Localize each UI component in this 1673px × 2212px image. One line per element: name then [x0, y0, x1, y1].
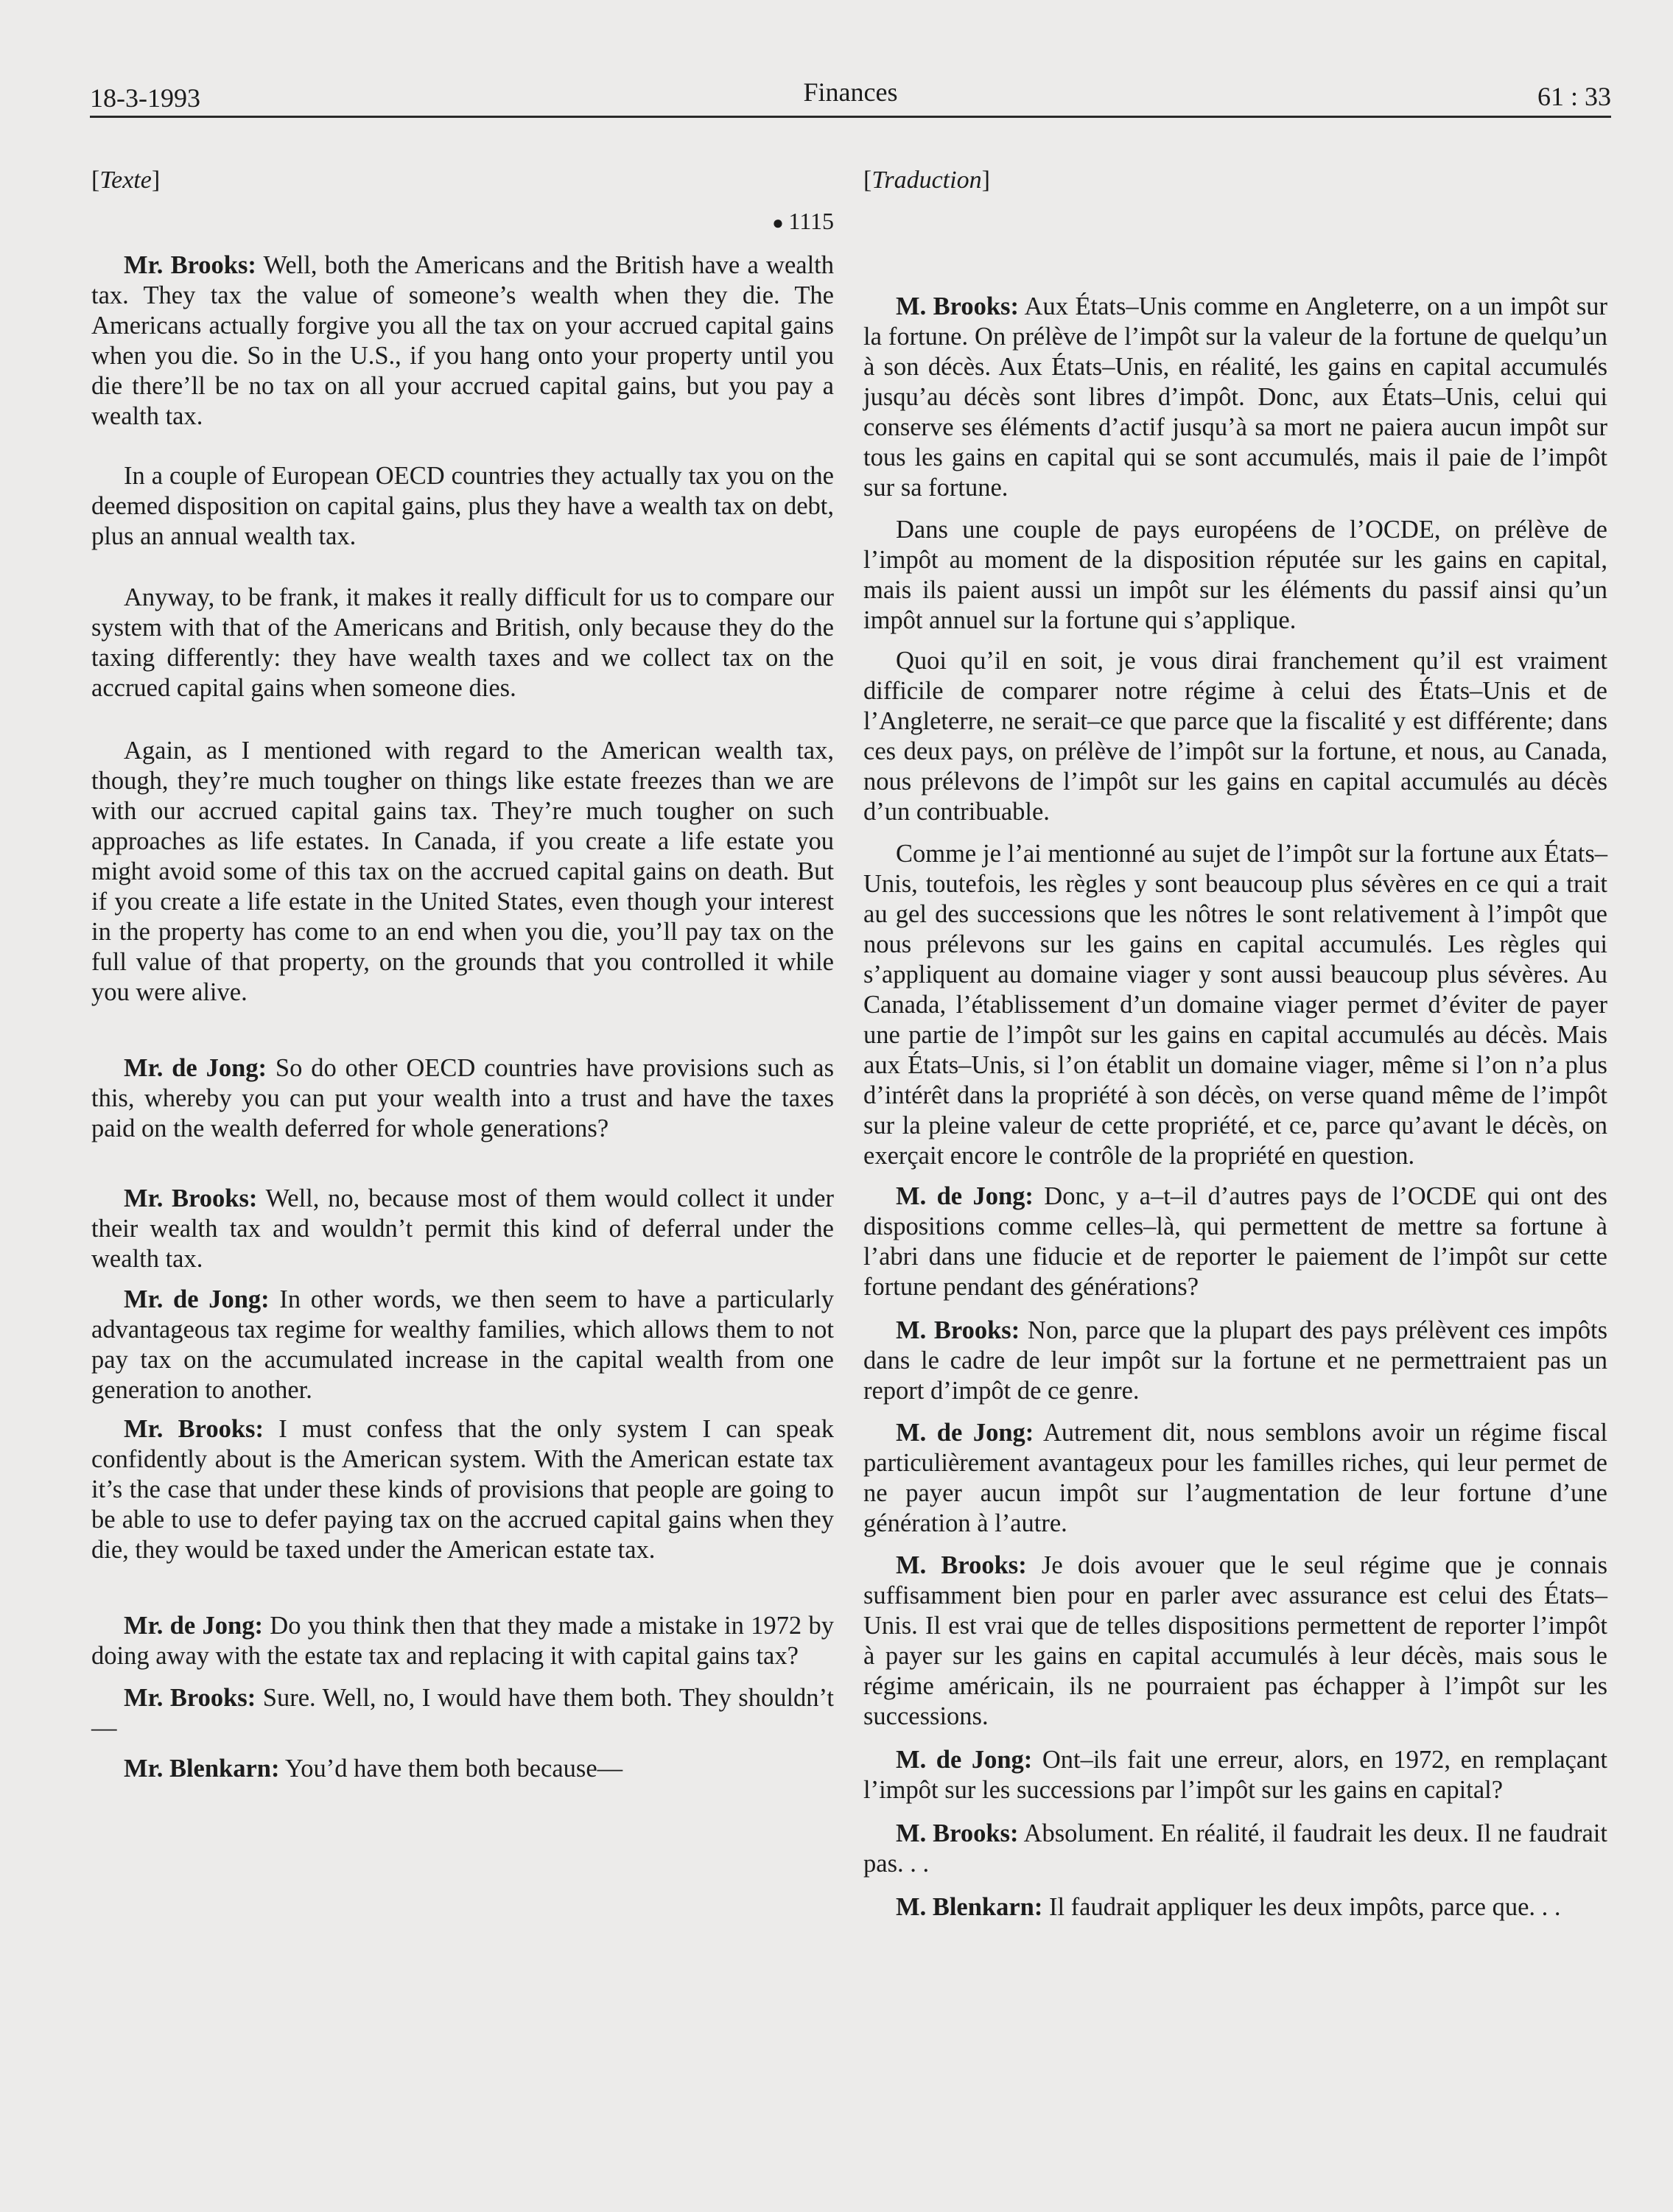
- column-tag-texte: [Texte]: [91, 166, 161, 194]
- paragraph: M. Brooks: Aux États–Unis comme en Angleterre, on a un impôt sur la fortune. On prélève de l’impôt sur la valeur de la fortune de quelqu’un à son décès. Aux États–Unis, en réalité, les gains en capital accumulés jusqu’au décès sont libres d’impôt. Donc, aux États–Unis, celui qui conserve ses éléments d’actif jusqu’à sa mort ne paiera aucun impôt sur tous les gains en capital qui se sont accumulés, mais il paie de l’impôt sur sa fortune.: [863, 292, 1607, 502]
- paragraph: M. de Jong: Donc, y a–t–il d’autres pays de l’OCDE qui ont des dispositions comme celles–là, qui permettent de mettre sa fortune à l’abri dans une fiducie et de reporter le paiement de l’impôt sur cette fortune pendant des générations?: [863, 1182, 1607, 1301]
- header-title: Finances: [803, 77, 898, 107]
- paragraph: M. Brooks: Absolument. En réalité, il faudrait les deux. Il ne faudrait pas. . .: [863, 1819, 1607, 1878]
- time-marker: ● 1115: [772, 208, 834, 234]
- page-header: [90, 74, 1611, 115]
- right-column-french: [863, 166, 1607, 1923]
- paragraph: M. de Jong: Ont–ils fait une erreur, alors, en 1972, en remplaçant l’impôt sur les successions par l’impôt sur les gains en capital?: [863, 1746, 1608, 1804]
- paragraph: Mr. Blenkarn: You’d have them both because—: [124, 1755, 623, 1783]
- paragraph: In a couple of European OECD countries they actually tax you on the deemed disposition on capital gains, plus they have a wealth tax on debt, plus an annual wealth tax.: [91, 462, 834, 550]
- paragraph: M. Brooks: Non, parce que la plupart des pays prélèvent ces impôts dans le cadre de leur impôt sur la fortune et ne permettraient pas un report d’impôt de ce genre.: [863, 1316, 1607, 1405]
- paragraph: Mr. de Jong: So do other OECD countries have provisions such as this, whereby you can put your wealth into a trust and have the taxes paid on the wealth deferred for whole generations?: [91, 1054, 834, 1142]
- paragraph: Mr. Brooks: Sure. Well, no, I would have them both. They shouldn’t—: [91, 1684, 835, 1742]
- paragraph: Quoi qu’il en soit, je vous dirai franchement qu’il est vraiment difficile de comparer notre régime à celui des États–Unis et de l’Angleterre, ne serait–ce que parce que la fiscalité y est différente; dans ces deux pays, on prélève de l’impôt sur la fortune, et nous, au Canada, nous prélevons de l’impôt sur les gains en capital accumulés au décès d’un contribuable.: [863, 647, 1607, 826]
- header-rule: [90, 116, 1611, 118]
- paragraph: Comme je l’ai mentionné au sujet de l’impôt sur la fortune aux États–Unis, toutefois, les règles y sont beaucoup plus sévères en ce qui a trait au gel des successions que les nôtres le sont relativement à l’impôt que nous prélevons sur les gains en capital accumulés. Les règles qui s’appliquent au domaine viager y sont aussi beaucoup plus sévères. Au Canada, l’établissement d’un domaine viager permet d’éviter de payer une partie de l’impôt sur les gains en capital accumulés au décès. Mais aux États–Unis, si l’on établit un domaine viager, même si l’on n’a plus d’intérêt dans la propriété à son décès, on verse quand même de l’impôt sur la pleine valeur de cette propriété, et ce, parce qu’avant le décès, on exerçait encore le contrôle de la propriété en question.: [863, 840, 1607, 1170]
- paragraph: M. Blenkarn: Il faudrait appliquer les deux impôts, parce que. . .: [896, 1893, 1561, 1921]
- left-column-english: [91, 166, 834, 1784]
- column-tag-traduction: [Traduction]: [863, 166, 990, 194]
- paragraph: Mr. de Jong: Do you think then that they made a mistake in 1972 by doing away with the estate tax and replacing it with capital gains tax?: [91, 1612, 835, 1670]
- paragraph: M. Brooks: Je dois avouer que le seul régime que je connais suffisamment bien pour en parler avec assurance est celui des États–Unis. Il est vrai que de telles dispositions permettent de reporter l’impôt à payer sur les gains en capital accumulés à leur décès, mais sous le régime américain, ils ne pourraient pas échapper à l’impôt sur les successions.: [863, 1551, 1608, 1730]
- paragraph: Dans une couple de pays européens de l’OCDE, on prélève de l’impôt au moment de la disposition réputée sur les gains en capital, mais ils paient aussi un impôt sur les éléments du passif ainsi qu’un impôt annuel sur la fortune qui s’applique.: [863, 516, 1607, 634]
- paragraph: Mr. Brooks: I must confess that the only system I can speak confidently about is the American system. With the American estate tax it’s the case that under these kinds of provisions that people are going to be able to use to defer paying tax on the accrued capital gains when they die, they would be taxed under the American estate tax.: [91, 1415, 835, 1564]
- paragraph: Mr. de Jong: In other words, we then seem to have a particularly advantageous tax regime for wealthy families, which allows them to not pay tax on the accumulated increase in the capital wealth from one generation to another.: [91, 1285, 835, 1404]
- paragraph: Again, as I mentioned with regard to the American wealth tax, though, they’re much tougher on things like estate freezes than we are with our accrued capital gains tax. They’re much tougher on such approaches as life estates. In Canada, if you create a life estate you might avoid some of this tax on the accrued capital gains on death. But if you create a life estate in the United States, even though your interest in the property has come to an end when you die, you’ll pay tax on the full value of that property, on the grounds that you controlled it while you were alive.: [91, 737, 834, 1006]
- header-date: 18-3-1993: [90, 83, 200, 113]
- paragraph: Anyway, to be frank, it makes it really difficult for us to compare our system with that of the Americans and British, only because they do the taxing differently: they have wealth taxes and we collect tax on the accrued capital gains when someone dies.: [91, 583, 834, 702]
- paragraph: Mr. Brooks: Well, both the Americans and the British have a wealth tax. They tax the value of someone’s wealth when they die. The Americans actually forgive you all the tax on your accrued capital gains when you die. So in the U.S., if you hang onto your property until you die there’ll be no tax on all your accrued capital gains, but you pay a wealth tax.: [91, 251, 834, 430]
- header-page-number: 61 : 33: [1537, 82, 1611, 111]
- paragraph: M. de Jong: Autrement dit, nous semblons avoir un régime fiscal particulièrement avantageux pour les familles riches, qui leur permet de ne payer aucun impôt sur l’augmentation de leur fortune d’une génération à l’autre.: [863, 1419, 1607, 1537]
- paragraph: Mr. Brooks: Well, no, because most of them would collect it under their wealth tax and wouldn’t permit this kind of deferral under the wealth tax.: [91, 1184, 834, 1273]
